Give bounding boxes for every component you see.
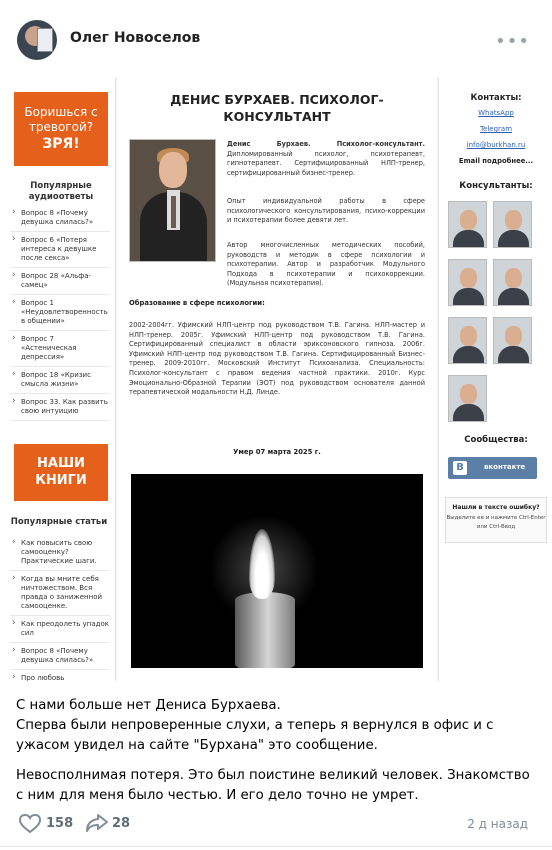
email-link[interactable]: info@burkhan.ru [466, 141, 526, 149]
consultant-photo[interactable] [493, 259, 532, 306]
consultant-photo[interactable] [448, 259, 487, 306]
error-title: Нашли в тексте ошибку? [452, 504, 540, 511]
list-item: › Про любовь [10, 670, 110, 681]
share-count[interactable]: 28 [112, 816, 131, 831]
consultant-photo[interactable] [448, 317, 487, 364]
author-text [227, 241, 425, 289]
post-text-paragraph: Сперва были непроверенные слухи, а теперь я вернулся в офис и с ужасом увидел на сайте "Бурхана" это сообщение. [16, 718, 494, 753]
list-item: › Как повысить свою самооценку? Практические шаги. [10, 535, 110, 571]
list-item: › Как преодолеть упадок сил [10, 616, 110, 643]
vk-label: вконтакте [484, 463, 526, 471]
post-time[interactable]: 2 д назад [467, 817, 528, 831]
audio-section-title: Популярные аудиоответы [28, 181, 94, 202]
articles-section-title: Популярные статьи [10, 517, 108, 527]
divider [0, 846, 552, 847]
experience-text: Опыт индивидуальной работы в сфере психологического консультирования, психо-коррекции и психотерапии более девяти лет. [227, 197, 425, 225]
intro-text [227, 140, 425, 178]
author-text-content: Автор многочисленных методических пособий, руководств и методик в сфере психологии и психотерапии. Автор и разработчик Модульного Подхода в психотерапии и психокоррекции. (Модульная психотерапия). [227, 241, 425, 288]
error-report-box [445, 497, 547, 543]
consultant-photo[interactable] [448, 375, 487, 422]
post-text-line: С нами больше нет Дениса Бурхаева. [16, 698, 281, 713]
consultant-photo[interactable] [493, 317, 532, 364]
site-right-column [438, 77, 552, 681]
page-title [117, 91, 437, 125]
death-date: Умер 07 марта 2025 г. [233, 448, 321, 456]
share-icon[interactable] [85, 813, 109, 837]
promo-line: ЗРЯ! [42, 136, 80, 152]
post-header [0, 0, 552, 80]
more-horizontal-icon[interactable]: ••• [495, 31, 530, 52]
promo-anxiety-banner [14, 92, 108, 166]
email-more-link[interactable]: Email подробнее... [458, 157, 534, 165]
list-item: › Вопрос 8 «Почему девушка слилась?» [10, 643, 110, 670]
vk-community-button[interactable] [448, 457, 537, 479]
list-item: › Вопрос 7 «Астеническая депрессия» [10, 331, 110, 367]
list-item: › Вопрос 18 «Кризис смысла жизни» [10, 367, 110, 394]
post-text-paragraph: Невосполнимая потеря. Это был поистине великий человек. Знакомство с ним для меня было честью. И его дело точно не умрет. [16, 768, 530, 803]
site-left-column [0, 77, 116, 681]
education-text: 2002-2004гг. Уфимский НЛП-центр под руководством Т.В. Гагина. НЛП-мастер и НЛП-тренер. 2005г. Уфимский НЛП-центр под руководством Т.В. Гагина. Сертифицированный специалист в области эриксоновского гипноза. 2006г. Уфимский НЛП-центр под руководством Т.В. Гагина. Сертифицированный Бизнес-тренер. 2009-2010гг. Московский Институт Психоанализа. Специальность: Психолог-консультант с правом ведения частной практики. 2010г. Курс Эмоционально-Образной Терапии (ЭОТ) под руководством основателя данной терапевтической модальности Н.Д. Линде. [129, 321, 425, 397]
post-image[interactable] [0, 77, 552, 681]
books-line: НАШИ [37, 456, 85, 471]
list-item: › Вопрос 1 «Неудовлетворенность в общении» [10, 295, 110, 331]
communities-title: Сообщества: [464, 435, 528, 445]
articles-list [10, 535, 110, 681]
like-count[interactable]: 158 [46, 816, 74, 831]
audio-list [10, 205, 110, 421]
author-avatar[interactable] [17, 20, 57, 60]
books-line: КНИГИ [35, 473, 87, 488]
list-item: › Когда вы мните себя ничтожеством. Вся правда о заниженной самооценке. [10, 571, 110, 616]
portrait-photo [129, 139, 216, 262]
list-item: › Вопрос 6 «Потеря интереса к девушке после секса» [10, 232, 110, 268]
promo-line: тревогой? [28, 120, 94, 134]
vk-logo-icon: В [453, 461, 467, 475]
whatsapp-link[interactable]: WhatsApp [478, 109, 514, 117]
consultant-photo[interactable] [448, 201, 487, 248]
list-item: › Вопрос 8 «Почему девушка слилась?» [10, 205, 110, 232]
list-item: › Вопрос 33. Как развить свою интуицию [10, 394, 110, 421]
list-item: › Вопрос 28 «Альфа-самец» [10, 268, 110, 295]
post-footer [0, 808, 552, 840]
education-title: Образование в сфере психологии: [129, 299, 265, 307]
consultant-photo[interactable] [493, 201, 532, 248]
intro-name: Денис Бурхаев. Психолог-консультант. [227, 140, 425, 148]
candle-image [131, 474, 423, 668]
telegram-link[interactable]: Telegram [479, 125, 513, 133]
heart-icon[interactable] [18, 814, 42, 838]
intro-rest: Дипломированный психолог, психотерапевт, гипнотерапевт. Сертифицированный НЛП-тренер, сертифицированный бизнес-тренер. [227, 149, 425, 177]
promo-line: Боришься с [24, 105, 98, 119]
page-title-line: ДЕНИС БУРХАЕВ. ПСИХОЛОГ- [170, 92, 384, 107]
contacts-title: Контакты: [470, 93, 522, 103]
page-title-line: КОНСУЛЬТАНТ [223, 109, 331, 124]
site-main-content [117, 77, 437, 681]
error-hint: Выделите ее и нажмите Ctrl-Enter или Ctrl-Ввод [446, 515, 546, 530]
author-name[interactable]: Олег Новоселов [70, 30, 201, 46]
consultants-title: Консультанты: [459, 181, 533, 191]
books-banner [14, 444, 108, 501]
